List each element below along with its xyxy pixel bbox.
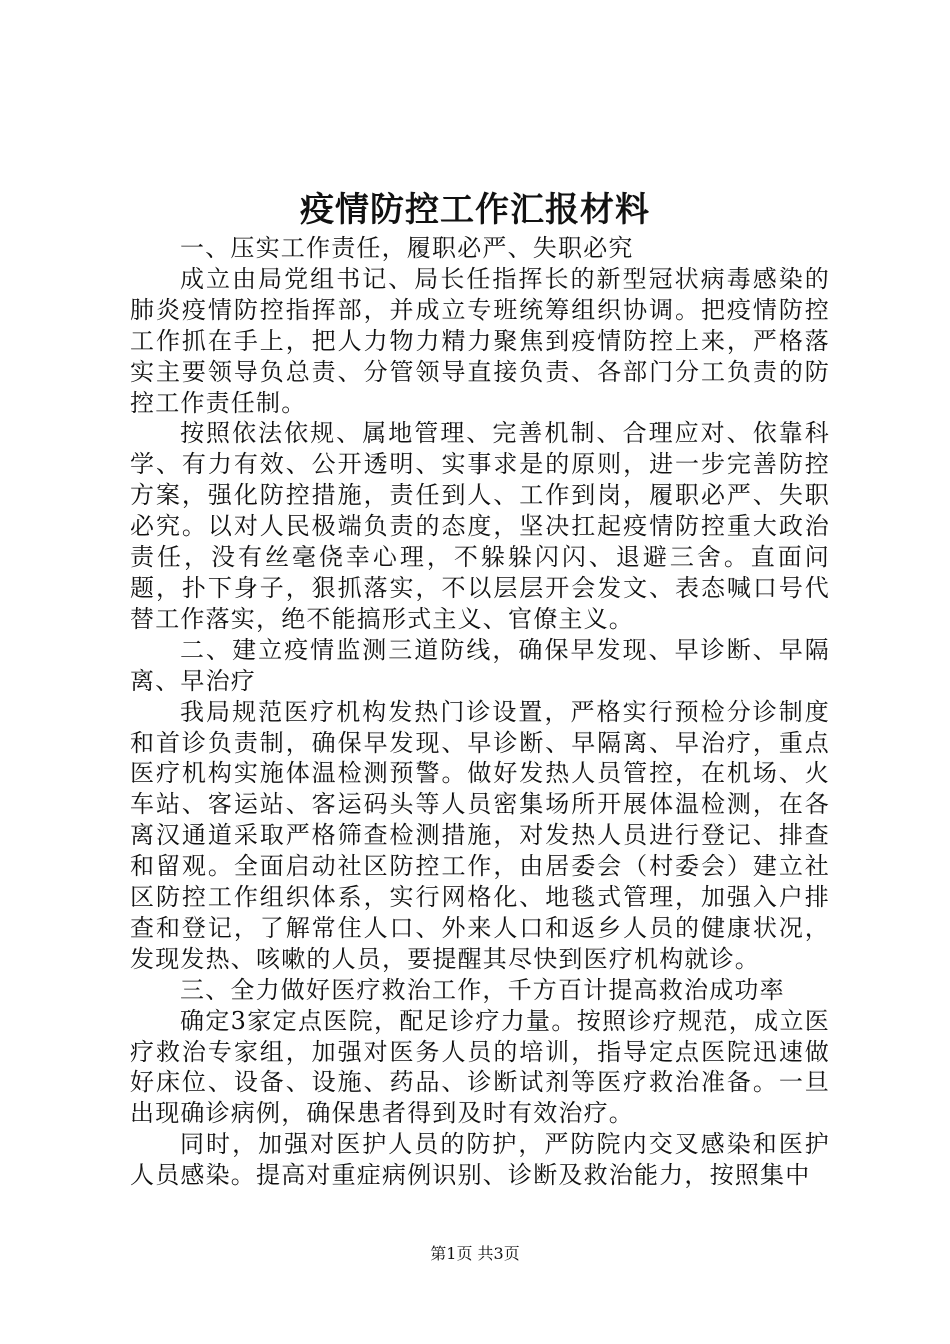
document-title: 疫情防控工作汇报材料	[300, 190, 650, 230]
section-heading-1: 一、压实工作责任，履职必严、失职必究	[180, 234, 634, 262]
section-heading-3: 三、全力做好医疗救治工作，千方百计提高救治成功率	[180, 975, 785, 1004]
body-paragraph: 成立由局党组书记、局长任指挥长的新型冠状病毒感染的肺炎疫情防控指挥部，并成立专班统筹组织协调。把疫情防控工作抓在手上，把人力物力精力聚焦到疫情防控上来，严格落实主要领导负总责、分管领导直接负责、各部门分工负责的防控工作责任制。	[130, 264, 830, 417]
document-body	[130, 233, 830, 1191]
body-paragraph: 我局规范医疗机构发热门诊设置，严格实行预检分诊制度和首诊负责制，确保早发现、早诊断、早隔离、早治疗，重点医疗机构实施体温检测预警。做好发热人员管控，在机场、火车站、客运站、客运码头等人员密集场所开展体温检测，在各离汉通道采取严格筛查检测措施，对发热人员进行登记、排查和留观。全面启动社区防控工作，由居委会（村委会）建立社区防控工作组织体系，实行网格化、地毯式管理，加强入户排查和登记，了解常住人口、外来人口和返乡人员的健康状况，发现发热、咳嗽的人员，要提醒其尽快到医疗机构就诊。	[130, 697, 830, 973]
section-heading-2: 二、建立疫情监测三道防线，确保早发现、早诊断、早隔离、早治疗	[130, 635, 830, 695]
body-paragraph: 确定3家定点医院，配足诊疗力量。按照诊疗规范，成立医疗救治专家组，加强对医务人员的培训，指导定点医院迅速做好床位、设备、设施、药品、诊断试剂等医疗救治准备。一旦出现确诊病例，确保患者得到及时有效治疗。	[130, 1006, 830, 1128]
body-paragraph: 按照依法依规、属地管理、完善机制、合理应对、依靠科学、有力有效、公开透明、实事求是的原则，进一步完善防控方案，强化防控措施，责任到人、工作到岗，履职必严、失职必究。以对人民极端负责的态度，坚决扛起疫情防控重大政治责任，没有丝毫侥幸心理，不躲躲闪闪、退避三舍。直面问题，扑下身子，狠抓落实，不以层层开会发文、表态喊口号代替工作落实，绝不能搞形式主义、官僚主义。	[130, 419, 830, 633]
page-number-footer: 第1页 共3页	[430, 1244, 520, 1263]
body-paragraph: 同时，加强对医护人员的防护，严防院内交叉感染和医护人员感染。提高对重症病例识别、诊断及救治能力，按照集中	[130, 1130, 830, 1190]
